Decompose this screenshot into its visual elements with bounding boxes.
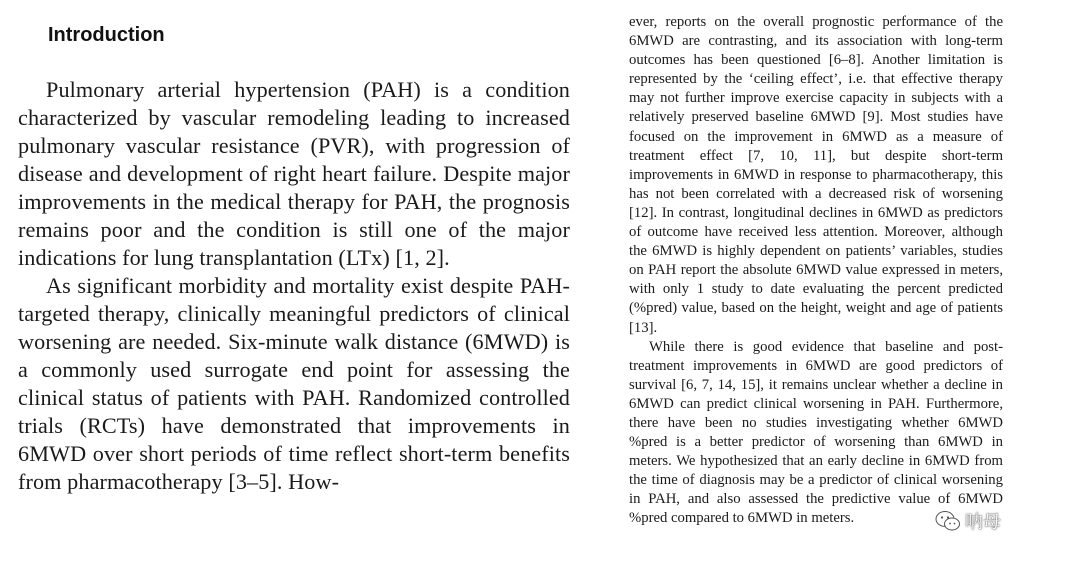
intro-paragraph-1: Pulmonary arterial hypertension (PAH) is a condition characterized by vascular remodeling leading to increased pulmonary vascular resistance (PVR), with progression of disease and development of right heart failure. Despite major improvements in the medical therapy for PAH, the prognosis remains poor and the condition is still one of the major indications for lung transplantation (LTx) [1, 2]. (18, 77, 570, 270)
intro-paragraph-2: As significant morbidity and mortality exist despite PAH-targeted therapy, clinically meaningful predictors of clinical worsening are needed. Six-minute walk distance (6MWD) is a commonly used surrogate end point for assessing the clinical status of patients with PAH. Randomized controlled trials (RCTs) have demonstrated that improvements in 6MWD over short periods of time reflect short-term benefits from pharmacotherapy [3–5]. How- (18, 273, 570, 494)
right-column (629, 13, 1003, 529)
left-column (18, 20, 570, 496)
watermark (935, 508, 1001, 534)
continued-paragraph: ever, reports on the overall prognostic performance of the 6MWD are contrasting, and its association with long-term outcomes has been questioned [6–8]. Another limitation is represented by the ‘ceiling effect’, i.e. that effective therapy may not further improve exercise capacity in subjects with a relatively preserved baseline 6MWD [9]. Most studies have focused on the improvement in 6MWD as a measure of treatment effect [7, 10, 11], but despite short-term improvements in 6MWD in response to pharmacotherapy, this has not been correlated with a decreased risk of worsening [12]. In contrast, longitudinal declines in 6MWD as predictors of outcome have received less attention. Moreover, although the 6MWD is highly dependent on patients’ variables, studies on PAH report the absolute 6MWD value expressed in meters, with only 1 study to date evaluating the percent predicted (%pred) value, based on the height, weight and age of patients [13]. (629, 14, 1003, 336)
watermark-text: 呐母 (965, 512, 1001, 533)
section-heading: Introduction (48, 24, 165, 46)
hypothesis-paragraph: While there is good evidence that baseline and post-treatment improvements in 6MWD are good predictors of survival [6, 7, 14, 15], it remains unclear whether a decline in 6MWD can predict clinical worsening in PAH. Furthermore, there have been no studies investigating whether 6MWD %pred is a better predictor of worsening than 6MWD in meters. We hypothesized that an early decline in 6MWD from the time of diagnosis may be a predictor of clinical worsening in PAH, and also assessed the predictive value of 6MWD %pred compared to 6MWD in meters. (629, 338, 1003, 527)
wechat-icon (935, 510, 961, 532)
